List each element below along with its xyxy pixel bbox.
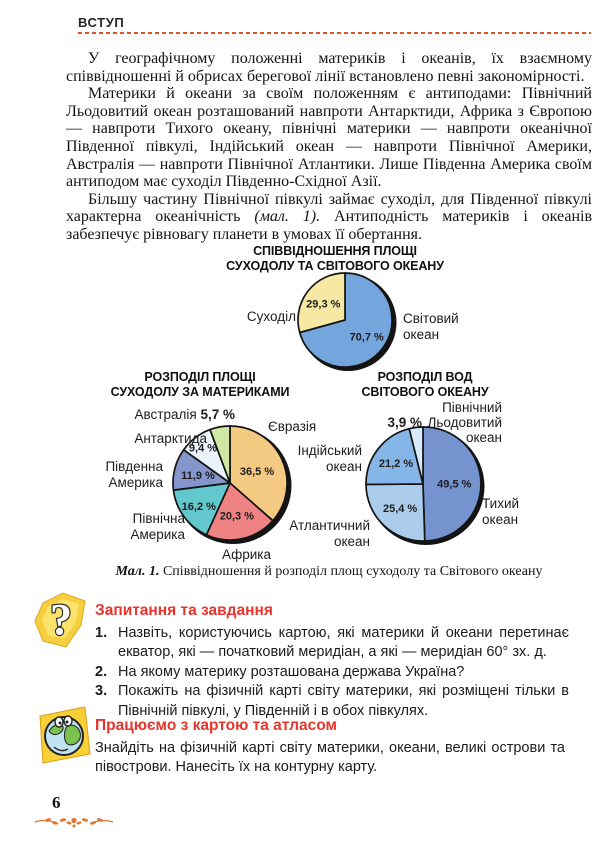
question-number: 2. <box>95 663 108 680</box>
figure-caption-label: Мал. 1. <box>115 564 160 579</box>
decorative-flourish <box>34 814 114 830</box>
pie3-label-pacific-ocean: Тихий океан <box>482 496 520 527</box>
questions-list <box>95 624 569 721</box>
pie3-arctic-percent: 3,9 % <box>387 415 422 430</box>
pie-percent-label: 49,5 % <box>437 478 472 491</box>
pie2-label-africa: Африка <box>222 547 272 562</box>
paragraph: У географічному положенні материків і океанів, їх взаємному співвідношенні й обрисах берегової лінії встановлено певні закономірності. <box>66 50 592 85</box>
pie-chart-land-vs-ocean <box>292 268 402 378</box>
chart2-title: РОЗПОДІЛ ПЛОЩІ СУХОДОЛУ ЗА МАТЕРИКАМИ <box>110 370 290 399</box>
question-text: Назвіть, користуючись картою, які материки й океани перетинає екватор, які — початковий меридіан, а які — меридіан 60° зх. д. <box>118 625 569 661</box>
globe-icon <box>34 703 94 767</box>
pie1-label-land: Суходіл <box>246 309 296 324</box>
pie2-australia-percent: 5,7 % <box>200 407 235 422</box>
pie-percent-label: 25,4 % <box>382 502 418 515</box>
paragraph: Материки й океани за своїм положенням є антиподами: Північний Льодовитий океан розташований навпроти Антарктиди, Африка з Європою — навпроти Тихого океану, північні материки — навпроти океанічної Південної півкулі, Індійський океан — навпроти Північної Америки, Австралія — навпроти Північної Атлантики. Лише Південна Америка своїм антиподом має суходіл Південно-Східної Азії. <box>66 85 592 191</box>
pie3-label-atlantic-ocean: Атлантичний океан <box>289 518 370 549</box>
atlas-heading: Працюємо з картою та атласом <box>95 717 337 734</box>
intro-text <box>66 50 592 244</box>
question-item <box>95 624 569 663</box>
question-item <box>95 663 569 682</box>
pie-percent-label: 36,5 % <box>239 465 275 478</box>
svg-text:?: ? <box>50 595 72 644</box>
atlas-task-text: Знайдіть на фізичній карті світу материки, океани, великі острови та півострови. Нанесіть їх на контурну карту. <box>95 740 565 776</box>
figure-caption: Мал. 1. Співвідношення й розподіл площ суходолу та Світового океану <box>115 564 543 579</box>
chart3-title: РОЗПОДІЛ ВОД СВІТОВОГО ОКЕАНУ <box>361 370 489 399</box>
questions-heading: Запитання та завдання <box>95 602 273 619</box>
paragraph: Більшу частину Північної півкулі займає суходіл, для Південної півкулі характерна океанічність (мал. 1). Антиподність материків і океанів забезпечує рівновагу планети в умовах її обертання. <box>66 190 593 243</box>
question-number: 3. <box>95 683 108 700</box>
pie-percent-label: 9,4 % <box>188 442 218 455</box>
pie-percent-label: 21,2 % <box>378 458 414 470</box>
pie-percent-label: 29,3 % <box>306 298 341 311</box>
pie-percent-label: 20,3 % <box>219 510 255 523</box>
figure-reference: (мал. 1). <box>254 208 321 226</box>
question-text: На якому материку розташована держава Україна? <box>118 663 465 680</box>
chart1-title: СПІВВІДНОШЕННЯ ПЛОЩІ СУХОДОЛУ ТА СВІТОВОГО ОКЕАНУ <box>226 244 444 273</box>
page-header-title: ВСТУП <box>78 15 125 30</box>
pie-percent-label: 70,7 % <box>349 331 384 344</box>
question-item <box>95 682 569 721</box>
pie3-label-arctic-ocean: Північний Льодовитий океан <box>427 400 502 445</box>
page-number: 6 <box>52 793 61 812</box>
pie2-label-south-america: Південна Америка <box>105 459 163 490</box>
pie2-label-north-america: Північна Америка <box>130 511 185 542</box>
pie-percent-label: 16,2 % <box>181 501 216 513</box>
pie2-label-eurasia: Євразія <box>268 419 317 434</box>
pie-percent-label: 11,9 % <box>181 469 215 482</box>
question-text: Покажіть на фізичній карті світу материки, які розміщені тільки в Північній півкулі, у Південній і в обох півкулях. <box>118 683 569 719</box>
question-number: 1. <box>95 625 108 641</box>
pie1-label-world-ocean: Світовий океан <box>403 311 459 342</box>
question-mark-icon <box>33 591 87 649</box>
pie2-label-antarctica: Антарктида <box>134 431 207 446</box>
pie3-label-indian-ocean: Індійський океан <box>297 443 362 474</box>
header-dashed-rule <box>78 32 591 34</box>
pie2-label-australia: Австралія 5,7 % <box>134 407 235 422</box>
